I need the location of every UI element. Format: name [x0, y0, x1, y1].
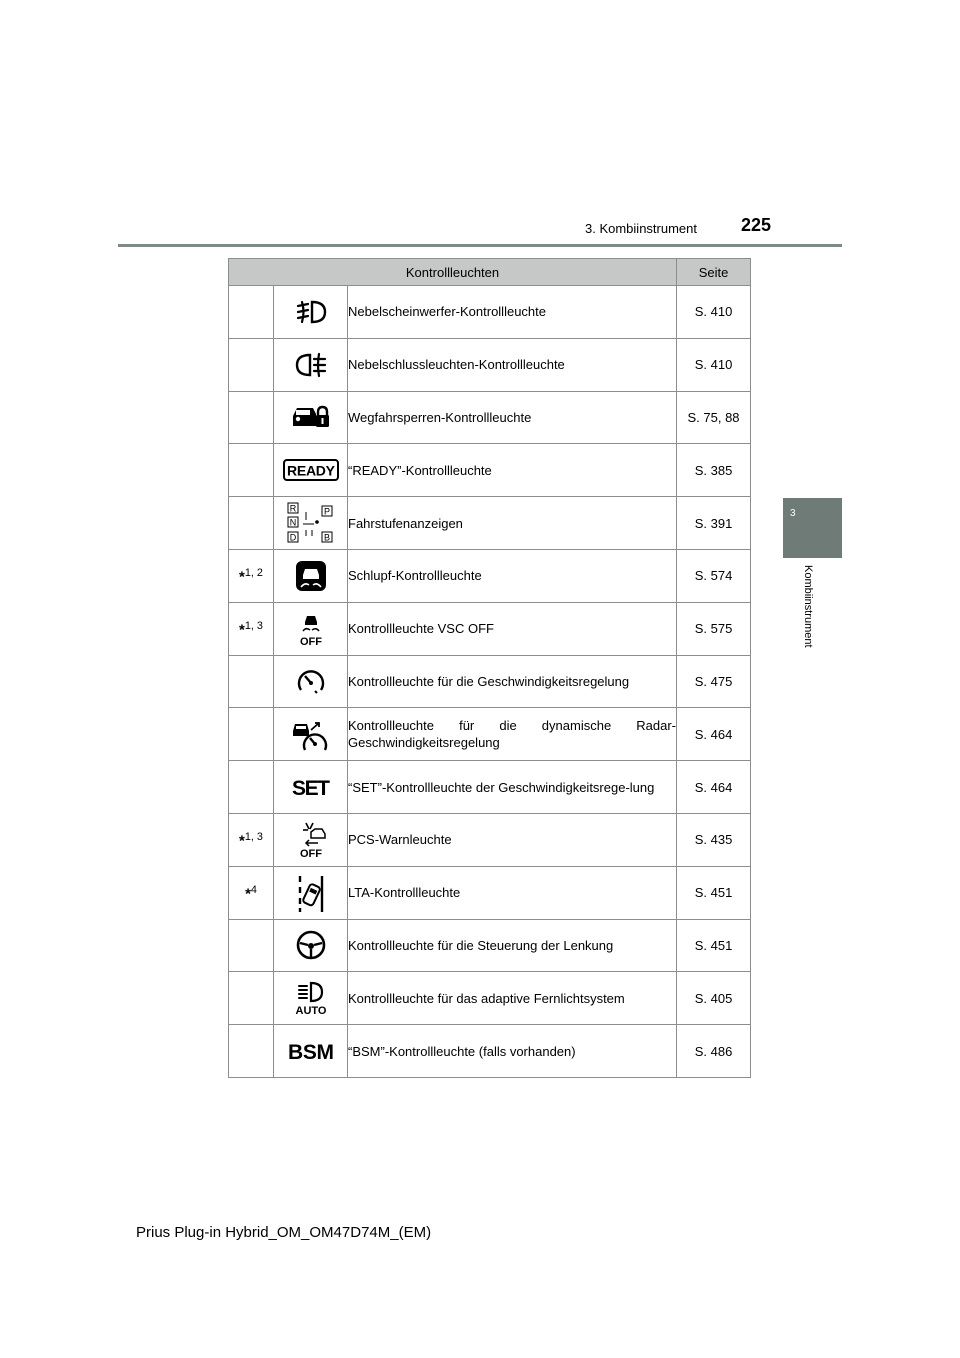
chapter-title: 3. Kombiinstrument	[585, 221, 697, 236]
table-row	[229, 1025, 751, 1078]
indicator-description: PCS-Warnleuchte	[348, 813, 677, 866]
icon-cell	[274, 972, 348, 1025]
page-reference: S. 385	[677, 444, 751, 497]
lta-icon	[295, 873, 327, 913]
page-reference: S. 75, 88	[677, 391, 751, 444]
footnote-mark	[229, 655, 274, 708]
page-reference: S. 410	[677, 286, 751, 339]
page-reference: S. 451	[677, 866, 751, 919]
ready-icon	[283, 459, 339, 481]
indicator-description: Kontrollleuchte für die dynamische Radar-Geschwindigkeitsregelung	[348, 708, 677, 761]
indicator-description: Kontrollleuchte VSC OFF	[348, 602, 677, 655]
svg-text:P: P	[323, 506, 330, 517]
slip-indicator-icon	[295, 560, 327, 592]
indicator-description: Nebelscheinwerfer-Kontrollleuchte	[348, 286, 677, 339]
page-reference: S. 486	[677, 1025, 751, 1078]
footnote-mark: *$^{1, 3}$	[229, 602, 274, 655]
svg-text:READY: READY	[286, 462, 335, 479]
indicator-description: Wegfahrsperren-Kontrollleuchte	[348, 391, 677, 444]
icon-cell	[274, 919, 348, 972]
table-row	[229, 391, 751, 444]
indicator-description: Fahrstufenanzeigen	[348, 497, 677, 550]
page-number: 225	[741, 215, 772, 235]
table-row	[229, 972, 751, 1025]
page-reference: S. 405	[677, 972, 751, 1025]
footnote-mark	[229, 972, 274, 1025]
table-row	[229, 497, 751, 550]
bsm-icon	[286, 1039, 336, 1063]
footnote-mark	[229, 919, 274, 972]
page-reference: S. 451	[677, 919, 751, 972]
svg-text:OFF: OFF	[299, 635, 322, 647]
footnote-mark: *$^4$	[229, 866, 274, 919]
svg-text:R: R	[289, 503, 296, 514]
page-reference: S. 435	[677, 813, 751, 866]
radar-cruise-control-icon	[291, 715, 331, 753]
indicator-table	[228, 258, 751, 1078]
indicator-description: “SET”-Kontrollleuchte der Geschwindigkeitsrege-lung	[348, 761, 677, 814]
icon-cell	[274, 761, 348, 814]
table-row	[229, 655, 751, 708]
svg-text:AUTO: AUTO	[295, 1005, 326, 1018]
footnote-mark	[229, 497, 274, 550]
shift-position-icon	[286, 502, 336, 544]
steering-wheel-icon	[295, 929, 327, 961]
svg-text:SET: SET	[291, 777, 330, 800]
table-row	[229, 708, 751, 761]
indicator-description: Nebelschlussleuchten-Kontrollleuchte	[348, 338, 677, 391]
table-row	[229, 813, 751, 866]
page-reference: S. 574	[677, 549, 751, 602]
icon-cell	[274, 866, 348, 919]
document-footer: Prius Plug-in Hybrid_OM_OM47D74M_(EM)	[136, 1224, 432, 1241]
table-row	[229, 761, 751, 814]
icon-cell	[274, 813, 348, 866]
pcs-warning-icon	[294, 821, 328, 859]
icon-cell	[274, 708, 348, 761]
icon-cell	[274, 602, 348, 655]
icon-cell	[274, 338, 348, 391]
table-row	[229, 286, 751, 339]
table-row	[229, 919, 751, 972]
page-reference: S. 410	[677, 338, 751, 391]
footnote-mark	[229, 338, 274, 391]
indicator-description: Kontrollleuchte für die Steuerung der Lenkung	[348, 919, 677, 972]
vsc-off-icon	[295, 611, 327, 647]
svg-text:D: D	[289, 532, 296, 543]
page-reference: S. 391	[677, 497, 751, 550]
cruise-control-icon	[295, 666, 327, 696]
icon-cell	[274, 391, 348, 444]
footnote-mark	[229, 708, 274, 761]
page-reference: S. 464	[677, 708, 751, 761]
footnote-mark	[229, 286, 274, 339]
side-tab-number: 3	[790, 508, 796, 519]
front-fog-light-icon	[294, 297, 328, 327]
svg-text:BSM: BSM	[287, 1041, 334, 1064]
automatic-high-beam-icon	[292, 979, 330, 1017]
indicator-description: “READY”-Kontrollleuchte	[348, 444, 677, 497]
indicator-description: “BSM”-Kontrollleuchte (falls vorhanden)	[348, 1025, 677, 1078]
icon-cell	[274, 549, 348, 602]
footnote-mark	[229, 761, 274, 814]
icon-cell	[274, 655, 348, 708]
side-tab-label: Kombiinstrument	[802, 565, 814, 648]
indicator-description: Kontrollleuchte für das adaptive Fernlichtsystem	[348, 972, 677, 1025]
indicator-description: LTA-Kontrollleuchte	[348, 866, 677, 919]
icon-cell	[274, 1025, 348, 1078]
footnote-mark: *$^{1, 2}$	[229, 549, 274, 602]
footnote-mark	[229, 391, 274, 444]
icon-cell	[274, 497, 348, 550]
footnote-mark	[229, 1025, 274, 1078]
header-indicators: Kontrollleuchten	[229, 259, 677, 286]
indicator-description: Schlupf-Kontrollleuchte	[348, 549, 677, 602]
table-row	[229, 338, 751, 391]
table-row	[229, 602, 751, 655]
header-divider	[118, 244, 842, 247]
page-reference: S. 464	[677, 761, 751, 814]
indicator-description: Kontrollleuchte für die Geschwindigkeitsregelung	[348, 655, 677, 708]
icon-cell	[274, 286, 348, 339]
footnote-mark: *$^{1, 3}$	[229, 813, 274, 866]
svg-text:N: N	[289, 517, 296, 528]
table-row	[229, 444, 751, 497]
chapter-side-tab	[783, 498, 842, 558]
icon-cell	[274, 444, 348, 497]
rear-fog-light-icon	[294, 350, 328, 380]
svg-text:OFF: OFF	[299, 847, 322, 859]
immobilizer-icon	[291, 402, 331, 432]
page-reference: S. 575	[677, 602, 751, 655]
header-page: Seite	[677, 259, 751, 286]
table-header-row	[229, 259, 751, 286]
page-reference: S. 475	[677, 655, 751, 708]
set-icon	[290, 775, 332, 799]
table-row	[229, 549, 751, 602]
svg-text:B: B	[323, 532, 330, 543]
footnote-mark	[229, 444, 274, 497]
table-row	[229, 866, 751, 919]
